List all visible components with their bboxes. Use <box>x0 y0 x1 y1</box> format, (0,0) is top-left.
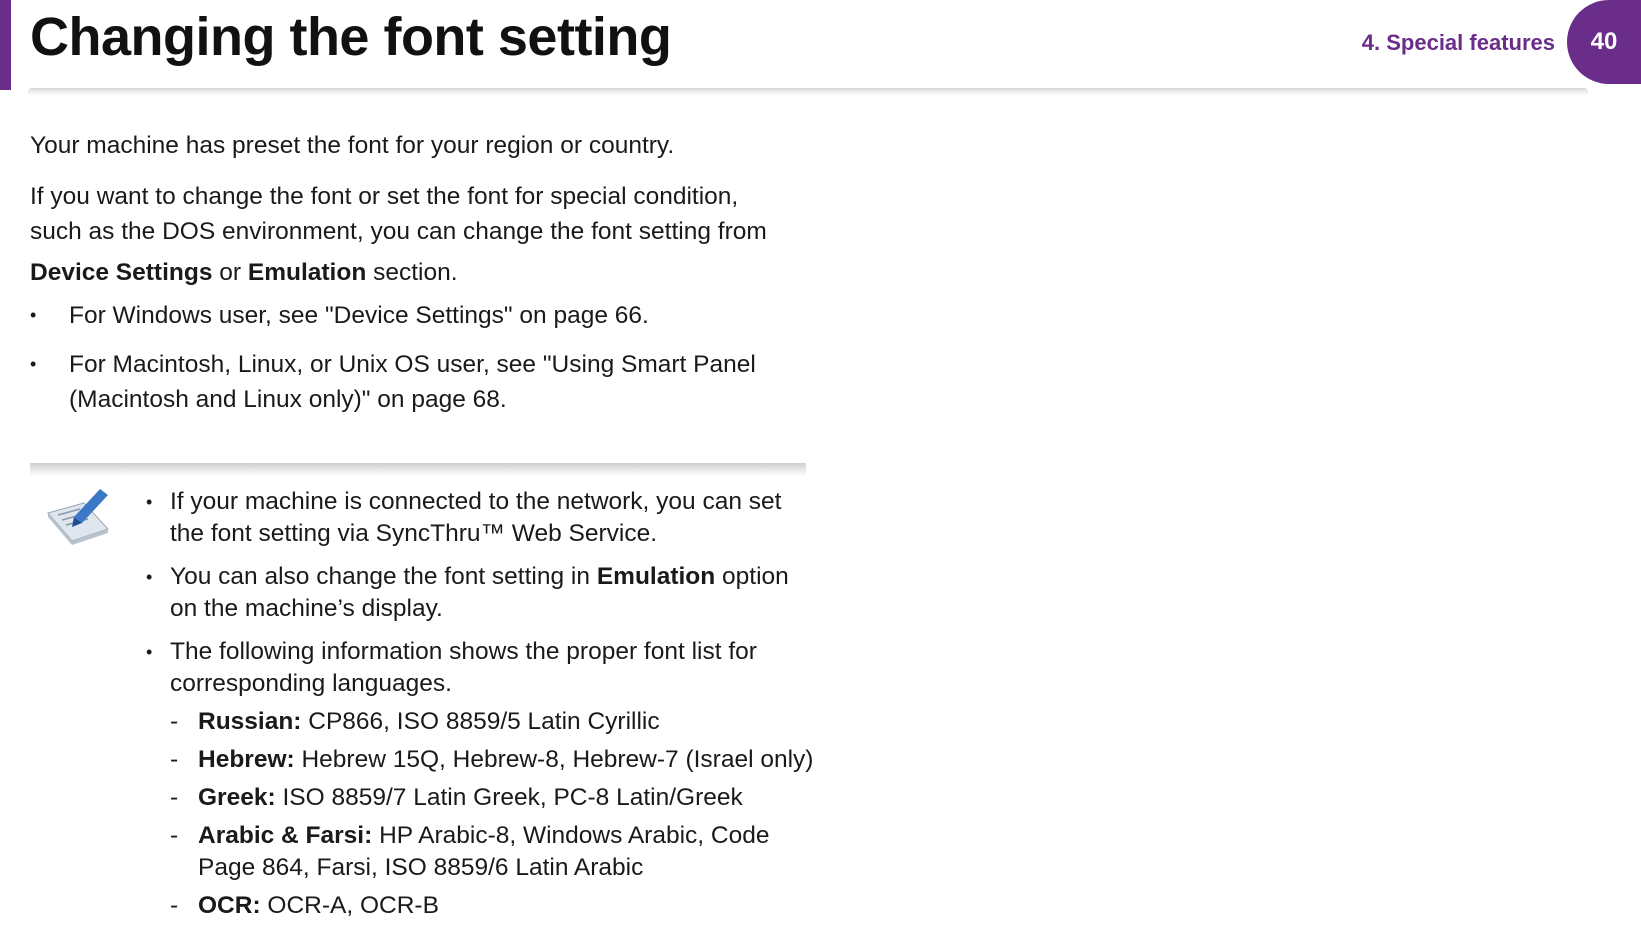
note-item-font-list: • The following information shows the proper font list for corresponding languages. - Russian: CP866, ISO 8859/5 Latin Cyrillic - Hebrew: Hebrew 15Q, Hebrew-8, Hebrew-7 (Israel only) - Greek: ISO 8859/7 Latin Greek, PC-8 Latin/Greek - Arabic & Farsi: HP Arabic-8, Windows Arabic, Code Page 864, Farsi, ISO 8859/6 Latin Arabic - OCR: OCR-A, OCR-B <box>140 636 820 922</box>
note-item-network: • If your machine is connected to the network, you can set the font setting via SyncThru™ Web Service. <box>140 486 820 550</box>
or-text: or <box>212 259 248 286</box>
note-item-emulation: • You can also change the font setting in Emulation option on the machine’s display. <box>140 561 820 625</box>
header-divider <box>28 88 1588 96</box>
intro-text-1: Your machine has preset the font for your region or country. <box>30 132 675 159</box>
reference-list <box>30 298 810 431</box>
intro-paragraph-1 <box>30 128 810 163</box>
list-item-macintosh: • For Macintosh, Linux, or Unix OS user, see "Using Smart Panel (Macintosh and Linux only)" on page 68. <box>30 347 810 417</box>
chapter-accent-bar <box>0 0 11 90</box>
font-ocr: - OCR: OCR-A, OCR-B <box>170 890 820 922</box>
emulation-option-term: Emulation <box>596 563 716 590</box>
chapter-label: 4. Special features <box>1361 30 1555 55</box>
font-arabic-farsi: - Arabic & Farsi: HP Arabic-8, Windows Arabic, Code Page 864, Farsi, ISO 8859/6 Latin Arabic <box>170 820 820 884</box>
list-item-windows: • For Windows user, see "Device Settings" on page 66. <box>30 298 810 333</box>
note-list <box>140 486 820 933</box>
note-divider <box>30 463 806 477</box>
emulation-term: Emulation <box>247 259 367 286</box>
page-title: Changing the font setting <box>30 7 672 67</box>
intro-text-2a: If you want to change the font or set the font for special condition, <box>30 183 739 210</box>
section-text: section. <box>366 259 458 286</box>
device-settings-term: Device Settings <box>30 259 213 286</box>
intro-text-2b: such as the DOS environment, you can change the font setting from <box>30 218 767 245</box>
font-hebrew: - Hebrew: Hebrew 15Q, Hebrew-8, Hebrew-7 (Israel only) <box>170 744 820 776</box>
font-russian: - Russian: CP866, ISO 8859/5 Latin Cyrillic <box>170 706 820 738</box>
font-greek: - Greek: ISO 8859/7 Latin Greek, PC-8 Latin/Greek <box>170 782 820 814</box>
intro-paragraph-2 <box>30 179 810 290</box>
note-pencil-icon <box>44 487 116 553</box>
page-number-badge: 40 <box>1567 0 1641 84</box>
font-language-list <box>170 706 820 922</box>
